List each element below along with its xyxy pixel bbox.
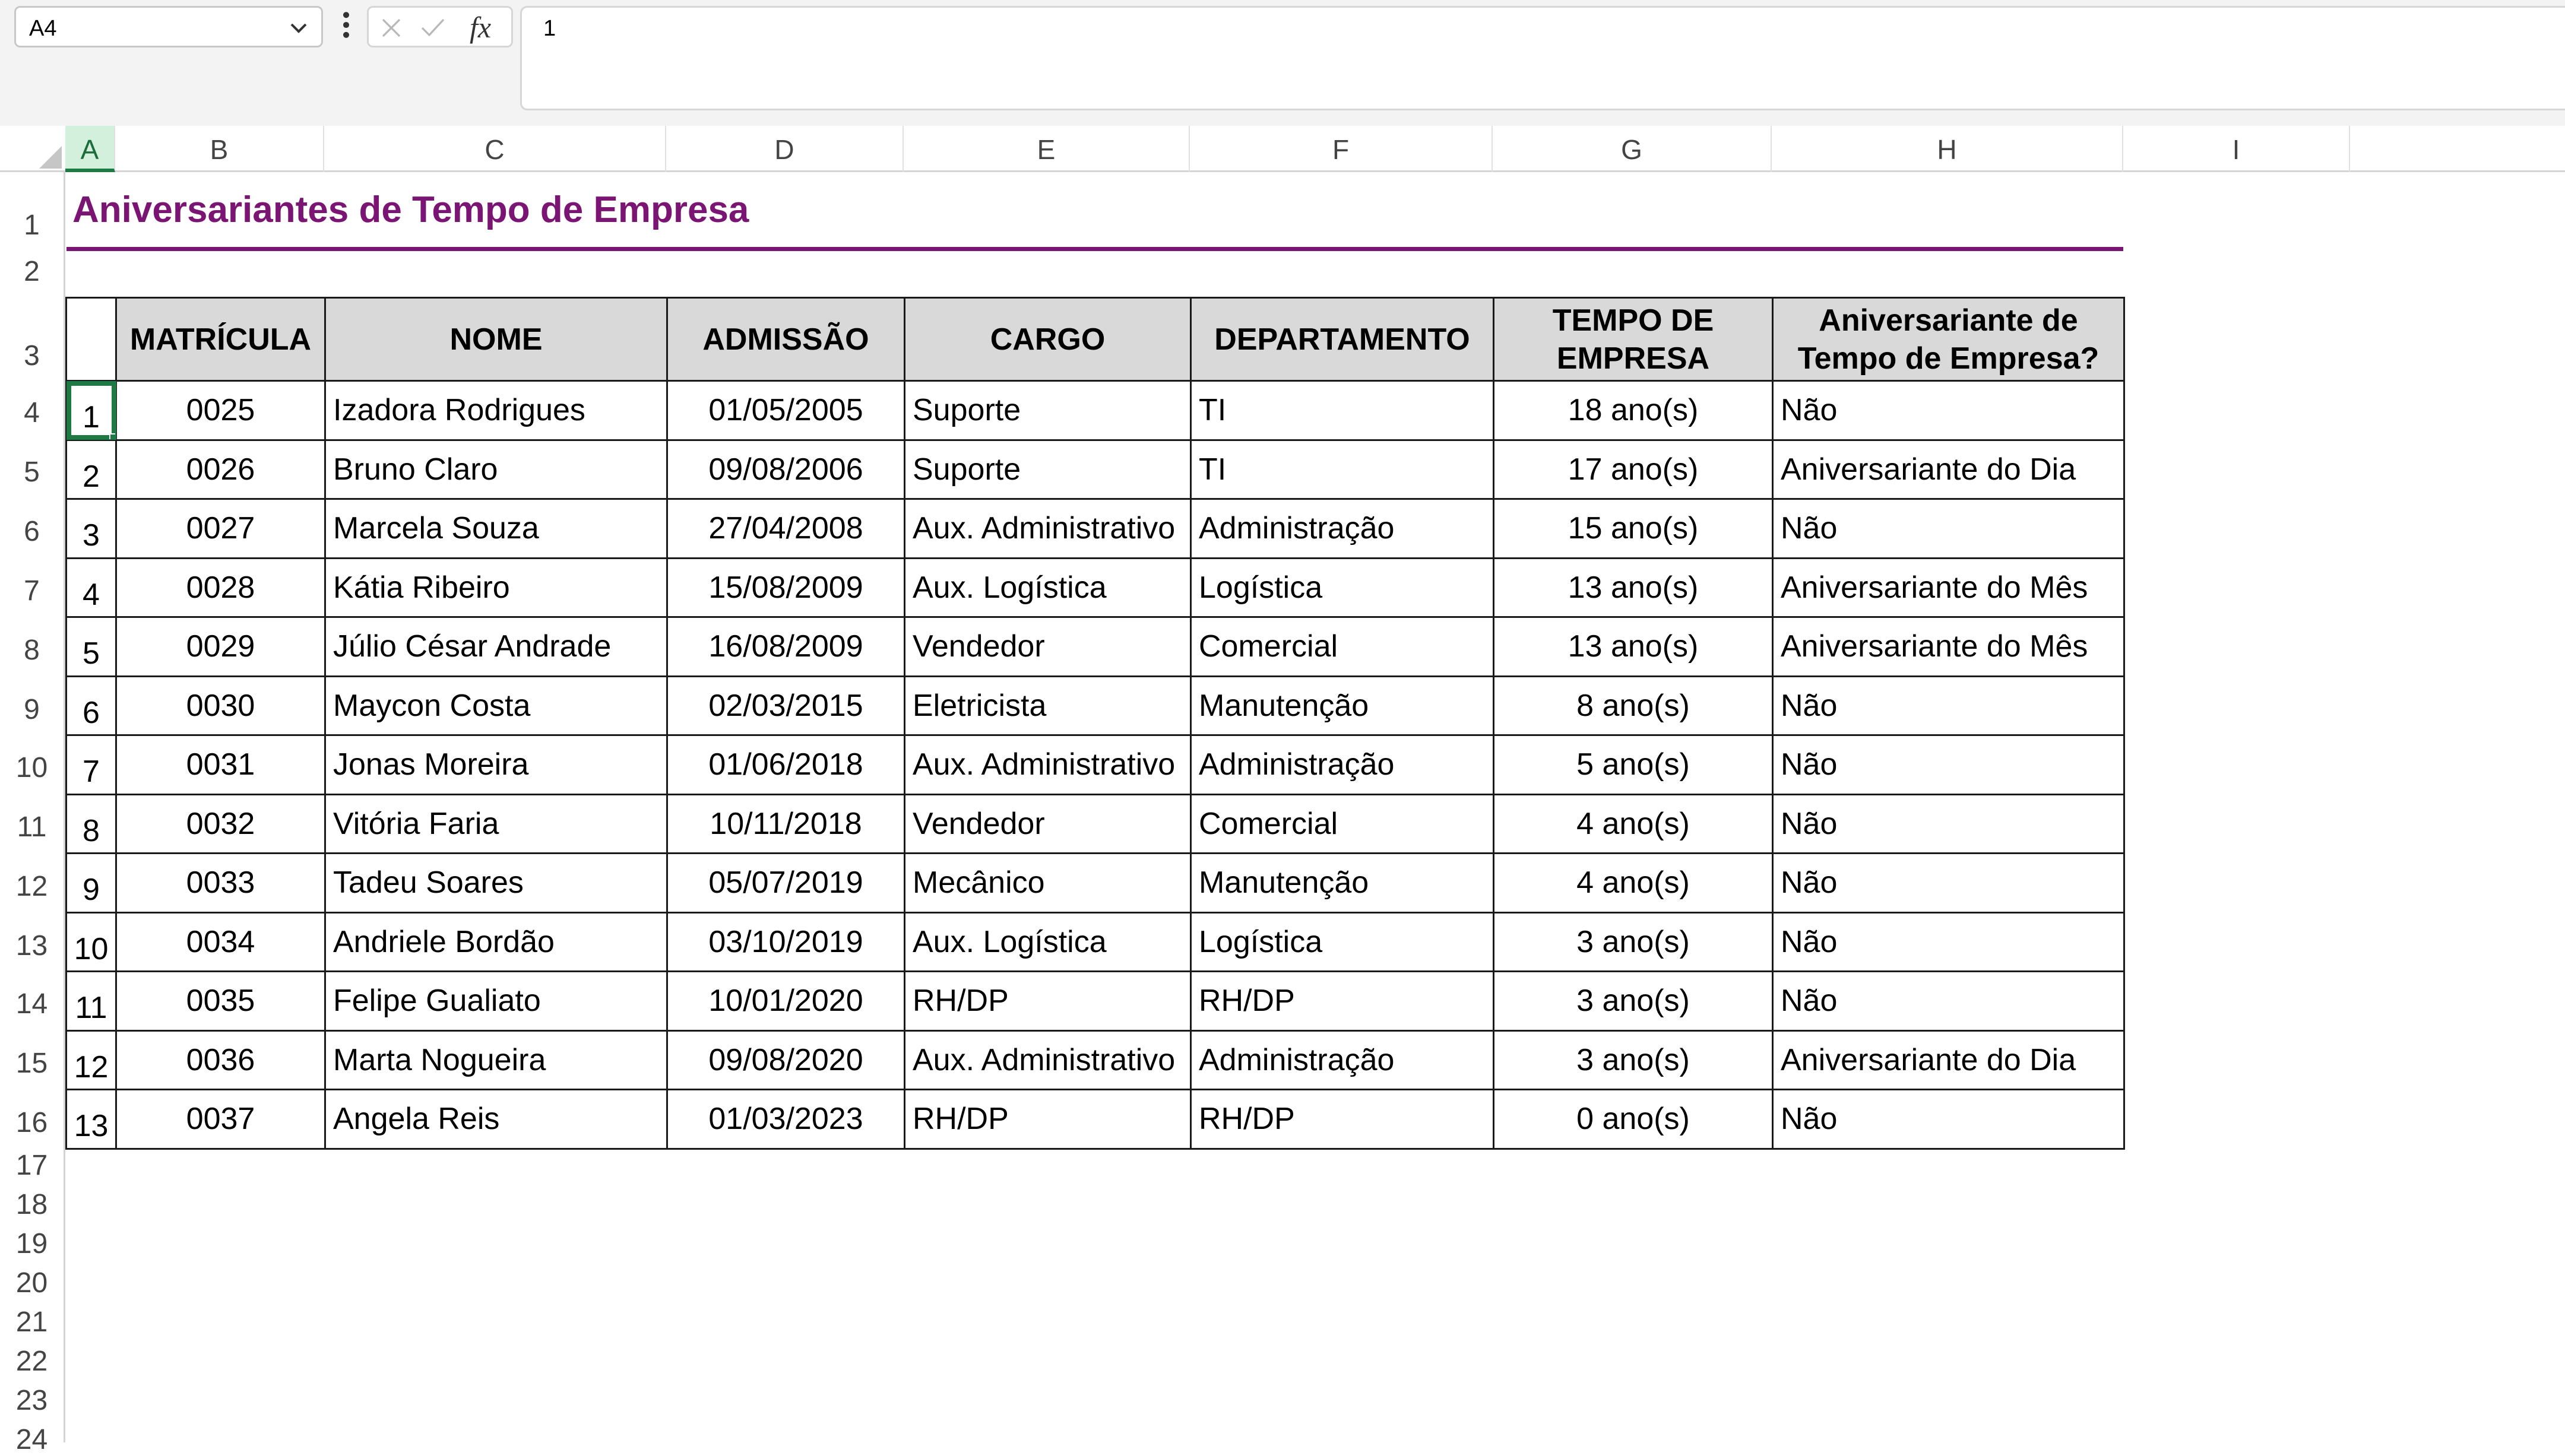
title-underline — [66, 247, 2123, 251]
tempo-cell[interactable]: 17 ano(s) — [1494, 440, 1773, 499]
nome-cell[interactable]: Bruno Claro — [325, 440, 667, 499]
column-header-d[interactable]: D — [666, 126, 904, 172]
index-value: 3 — [83, 518, 100, 553]
table-row — [66, 735, 2124, 795]
aniversariante-cell[interactable]: Não — [1773, 499, 2124, 559]
admissao-cell[interactable]: 01/06/2018 — [667, 735, 905, 795]
matricula-cell[interactable]: 0037 — [116, 1090, 325, 1149]
row-header-9[interactable]: 9 — [24, 694, 40, 725]
admissao-cell[interactable]: 16/08/2009 — [667, 617, 905, 677]
departamento-cell[interactable]: TI — [1191, 381, 1494, 440]
column-header-i[interactable]: I — [2123, 126, 2350, 172]
formula-input[interactable] — [520, 6, 2565, 110]
nome-cell[interactable]: Júlio César Andrade — [325, 617, 667, 677]
tempo-cell[interactable]: 0 ano(s) — [1494, 1090, 1773, 1149]
header-index-cell[interactable] — [66, 298, 116, 381]
matricula-cell[interactable]: 0036 — [116, 1030, 325, 1090]
departamento-cell[interactable]: Logística — [1191, 558, 1494, 617]
nome-cell[interactable]: Tadeu Soares — [325, 854, 667, 913]
index-cell[interactable] — [66, 558, 116, 617]
cargo-cell[interactable]: Aux. Logística — [905, 912, 1191, 972]
index-value: 9 — [83, 873, 100, 908]
cargo-cell[interactable]: Aux. Administrativo — [905, 735, 1191, 795]
matricula-cell[interactable]: 0031 — [116, 735, 325, 795]
index-value: 10 — [74, 931, 109, 966]
index-value: 8 — [83, 813, 100, 848]
cargo-cell[interactable]: RH/DP — [905, 972, 1191, 1031]
index-cell[interactable] — [66, 735, 116, 795]
header-cargo[interactable]: CARGO — [905, 298, 1191, 381]
departamento-cell[interactable]: Logística — [1191, 912, 1494, 972]
select-all-corner[interactable] — [0, 126, 65, 172]
index-cell[interactable] — [66, 499, 116, 559]
index-value: 6 — [83, 695, 100, 730]
admissao-cell[interactable]: 05/07/2019 — [667, 854, 905, 913]
header-departamento[interactable]: DEPARTAMENTO — [1191, 298, 1494, 381]
cargo-cell[interactable]: Aux. Logística — [905, 558, 1191, 617]
row-header-1[interactable]: 1 — [24, 210, 40, 241]
row-header-12[interactable]: 12 — [15, 871, 48, 902]
table-row — [66, 558, 2124, 617]
row-header-15[interactable]: 15 — [15, 1048, 48, 1079]
index-cell[interactable] — [66, 972, 116, 1031]
departamento-cell[interactable]: Comercial — [1191, 617, 1494, 677]
cargo-cell[interactable]: Aux. Administrativo — [905, 499, 1191, 559]
more-options-icon[interactable] — [337, 8, 355, 42]
cargo-cell[interactable]: Mecânico — [905, 854, 1191, 913]
index-cell[interactable] — [66, 676, 116, 735]
nome-cell[interactable]: Marta Nogueira — [325, 1030, 667, 1090]
aniversariante-cell[interactable]: Não — [1773, 912, 2124, 972]
row-header-6[interactable]: 6 — [24, 516, 40, 547]
column-header-a[interactable]: A — [65, 126, 115, 172]
aniversariante-cell[interactable]: Não — [1773, 1090, 2124, 1149]
aniversariante-cell[interactable]: Não — [1773, 735, 2124, 795]
nome-cell[interactable]: Izadora Rodrigues — [325, 381, 667, 440]
cargo-cell[interactable]: Suporte — [905, 440, 1191, 499]
row-header-bar — [0, 172, 65, 1455]
row-header-23[interactable]: 23 — [15, 1385, 48, 1416]
row-header-11[interactable]: 11 — [17, 811, 47, 843]
nome-cell[interactable]: Felipe Gualiato — [325, 972, 667, 1031]
tempo-cell[interactable]: 4 ano(s) — [1494, 794, 1773, 854]
cargo-cell[interactable]: Eletricista — [905, 676, 1191, 735]
index-cell[interactable] — [66, 912, 116, 972]
tempo-cell[interactable]: 18 ano(s) — [1494, 381, 1773, 440]
table-row — [66, 854, 2124, 913]
tempo-cell[interactable]: 3 ano(s) — [1494, 912, 1773, 972]
matricula-cell[interactable]: 0035 — [116, 972, 325, 1031]
departamento-cell[interactable]: Comercial — [1191, 794, 1494, 854]
name-box[interactable] — [14, 6, 323, 47]
nome-cell[interactable]: Maycon Costa — [325, 676, 667, 735]
index-cell[interactable] — [66, 1030, 116, 1090]
name-box-value: A4 — [29, 16, 57, 41]
matricula-cell[interactable]: 0025 — [116, 381, 325, 440]
cancel-icon[interactable] — [379, 16, 403, 40]
row-header-8[interactable]: 8 — [24, 635, 40, 666]
admissao-cell[interactable]: 09/08/2006 — [667, 440, 905, 499]
tempo-cell[interactable]: 3 ano(s) — [1494, 972, 1773, 1031]
column-header-h[interactable]: H — [1772, 126, 2123, 172]
row-header-2[interactable]: 2 — [24, 256, 40, 287]
index-cell[interactable] — [66, 854, 116, 913]
row-header-17[interactable]: 17 — [15, 1150, 48, 1181]
row-header-7[interactable]: 7 — [24, 575, 40, 607]
index-cell[interactable] — [66, 617, 116, 677]
formula-bar — [0, 0, 2565, 126]
tempo-cell[interactable]: 3 ano(s) — [1494, 1030, 1773, 1090]
nome-cell[interactable]: Jonas Moreira — [325, 735, 667, 795]
aniversariante-cell[interactable]: Não — [1773, 794, 2124, 854]
column-header-b[interactable]: B — [115, 126, 324, 172]
index-value: 7 — [83, 754, 100, 789]
matricula-cell[interactable]: 0027 — [116, 499, 325, 559]
admissao-cell[interactable]: 02/03/2015 — [667, 676, 905, 735]
index-value: 11 — [75, 991, 107, 1026]
departamento-cell[interactable]: Administração — [1191, 499, 1494, 559]
nome-cell[interactable]: Angela Reis — [325, 1090, 667, 1149]
formula-input-value: 1 — [543, 16, 556, 41]
tempo-cell[interactable]: 5 ano(s) — [1494, 735, 1773, 795]
cargo-cell[interactable]: Aux. Administrativo — [905, 1030, 1191, 1090]
admissao-cell[interactable]: 15/08/2009 — [667, 558, 905, 617]
departamento-cell[interactable]: RH/DP — [1191, 972, 1494, 1031]
fill-handle[interactable] — [109, 433, 116, 440]
admissao-cell[interactable]: 03/10/2019 — [667, 912, 905, 972]
row-header-5[interactable]: 5 — [24, 456, 40, 488]
table-row — [66, 499, 2124, 559]
employee-table — [65, 297, 2125, 1150]
header-matricula[interactable]: MATRÍCULA — [116, 298, 325, 381]
admissao-cell[interactable]: 10/01/2020 — [667, 972, 905, 1031]
row-header-24[interactable]: 24 — [15, 1424, 48, 1455]
aniversariante-cell[interactable]: Não — [1773, 381, 2124, 440]
tempo-cell[interactable]: 8 ano(s) — [1494, 676, 1773, 735]
nome-cell[interactable]: Kátia Ribeiro — [325, 558, 667, 617]
row-header-13[interactable]: 13 — [15, 930, 48, 962]
nome-cell[interactable]: Marcela Souza — [325, 499, 667, 559]
column-header-g[interactable]: G — [1493, 126, 1772, 172]
table-row — [66, 972, 2124, 1031]
table-row — [66, 676, 2124, 735]
column-header-f[interactable]: F — [1190, 126, 1493, 172]
nome-cell[interactable]: Andriele Bordão — [325, 912, 667, 972]
aniversariante-cell[interactable]: Aniversariante do Mês — [1773, 617, 2124, 677]
matricula-cell[interactable]: 0034 — [116, 912, 325, 972]
row-header-14[interactable]: 14 — [15, 988, 48, 1020]
index-value: 2 — [83, 459, 100, 494]
header-admissao[interactable]: ADMISSÃO — [667, 298, 905, 381]
header-tempo[interactable]: TEMPO DE EMPRESA — [1494, 298, 1773, 381]
matricula-cell[interactable]: 0026 — [116, 440, 325, 499]
cargo-cell[interactable]: Vendedor — [905, 617, 1191, 677]
table-row — [66, 1090, 2124, 1149]
matricula-cell[interactable]: 0029 — [116, 617, 325, 677]
table-row — [66, 440, 2124, 499]
row-header-19[interactable]: 19 — [15, 1228, 48, 1260]
aniversariante-cell[interactable]: Não — [1773, 676, 2124, 735]
active-cell-a4[interactable] — [66, 381, 116, 440]
matricula-cell[interactable]: 0028 — [116, 558, 325, 617]
aniversariante-cell[interactable]: Não — [1773, 854, 2124, 913]
row-header-4[interactable]: 4 — [24, 397, 40, 429]
index-value: 5 — [83, 636, 100, 671]
header-nome[interactable]: NOME — [325, 298, 667, 381]
table-row — [66, 794, 2124, 854]
departamento-cell[interactable]: RH/DP — [1191, 1090, 1494, 1149]
table-row — [66, 912, 2124, 972]
tempo-cell[interactable]: 15 ano(s) — [1494, 499, 1773, 559]
header-aniversariante[interactable]: Aniversariante de Tempo de Empresa? — [1773, 298, 2124, 381]
nome-cell[interactable]: Vitória Faria — [325, 794, 667, 854]
insert-function-icon[interactable]: fx — [470, 11, 492, 44]
matricula-cell[interactable]: 0030 — [116, 676, 325, 735]
index-cell[interactable] — [66, 440, 116, 499]
sheet-title[interactable]: Aniversariantes de Tempo de Empresa — [72, 189, 749, 230]
table-row — [66, 617, 2124, 677]
cargo-cell[interactable]: Vendedor — [905, 794, 1191, 854]
matricula-cell[interactable]: 0033 — [116, 854, 325, 913]
departamento-cell[interactable]: Administração — [1191, 735, 1494, 795]
column-header-c[interactable]: C — [324, 126, 666, 172]
admissao-cell[interactable]: 10/11/2018 — [667, 794, 905, 854]
index-cell[interactable] — [66, 1090, 116, 1149]
row-header-22[interactable]: 22 — [15, 1346, 48, 1377]
cargo-cell[interactable]: RH/DP — [905, 1090, 1191, 1149]
aniversariante-cell[interactable]: Aniversariante do Dia — [1773, 1030, 2124, 1090]
departamento-cell[interactable]: Administração — [1191, 1030, 1494, 1090]
row-header-16[interactable]: 16 — [15, 1107, 48, 1138]
departamento-cell[interactable]: Manutenção — [1191, 676, 1494, 735]
admissao-cell[interactable]: 01/03/2023 — [667, 1090, 905, 1149]
matricula-cell[interactable]: 0032 — [116, 794, 325, 854]
aniversariante-cell[interactable]: Não — [1773, 972, 2124, 1031]
tempo-cell[interactable]: 4 ano(s) — [1494, 854, 1773, 913]
formula-actions — [367, 6, 513, 47]
index-value: 4 — [83, 577, 100, 612]
row-header-10[interactable]: 10 — [15, 752, 48, 783]
table-row — [66, 1030, 2124, 1090]
row-header-3[interactable]: 3 — [24, 340, 40, 372]
aniversariante-cell[interactable]: Aniversariante do Dia — [1773, 440, 2124, 499]
row-header-20[interactable]: 20 — [15, 1267, 48, 1299]
tempo-cell[interactable]: 13 ano(s) — [1494, 617, 1773, 677]
column-header-e[interactable]: E — [904, 126, 1190, 172]
index-value: 12 — [74, 1049, 109, 1084]
row-header-18[interactable]: 18 — [15, 1189, 48, 1220]
cargo-cell[interactable]: Suporte — [905, 381, 1191, 440]
table-row — [66, 381, 2124, 440]
table-body — [66, 381, 2124, 1149]
admissao-cell[interactable]: 01/05/2005 — [667, 381, 905, 440]
chevron-down-icon[interactable] — [287, 16, 311, 40]
departamento-cell[interactable]: TI — [1191, 440, 1494, 499]
aniversariante-cell[interactable]: Aniversariante do Mês — [1773, 558, 2124, 617]
index-value: 13 — [74, 1109, 109, 1144]
check-icon[interactable] — [420, 16, 446, 40]
departamento-cell[interactable]: Manutenção — [1191, 854, 1494, 913]
admissao-cell[interactable]: 27/04/2008 — [667, 499, 905, 559]
index-cell[interactable] — [66, 794, 116, 854]
admissao-cell[interactable]: 09/08/2020 — [667, 1030, 905, 1090]
table-header-row — [66, 298, 2124, 381]
tempo-cell[interactable]: 13 ano(s) — [1494, 558, 1773, 617]
index-value: 1 — [83, 400, 100, 435]
row-header-21[interactable]: 21 — [15, 1306, 48, 1338]
